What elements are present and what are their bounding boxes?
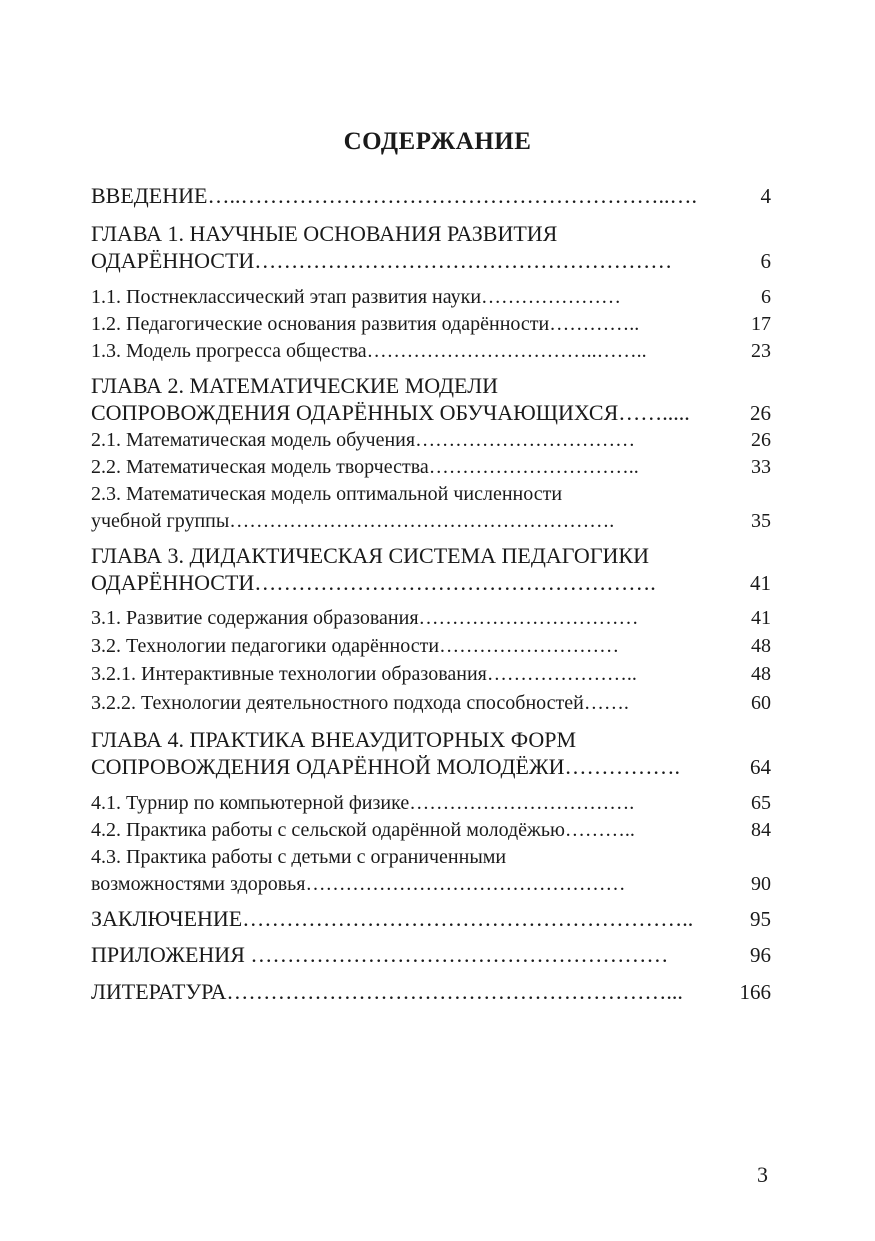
toc-entry-3-2[interactable] (91, 634, 771, 658)
toc-entry-3-2-1[interactable] (91, 662, 771, 686)
toc-entry-text: ЛИТЕРАТУРА……………………………………………………... (91, 979, 683, 1004)
toc-page-number: 26 (751, 429, 771, 451)
toc-page-number: 35 (751, 510, 771, 532)
toc-entry-text: 4.2. Практика работы с сельской одарённой молодёжью……….. (91, 819, 635, 841)
toc-entry-text: учебной группы…………………………………………………. (91, 510, 615, 532)
toc-entry-text: СОПРОВОЖДЕНИЯ ОДАРЁННОЙ МОЛОДЁЖИ……………. (91, 754, 680, 779)
toc-entry-1-1[interactable] (91, 285, 771, 309)
toc-entry-text: СОПРОВОЖДЕНИЯ ОДАРЁННЫХ ОБУЧАЮЩИХСЯ……..... (91, 400, 690, 425)
toc-entry-2-3-line-1[interactable]: 2.3. Математическая модель оптимальной численности (91, 483, 563, 505)
toc-entry-text: ПРИЛОЖЕНИЯ ………………………………………………… (91, 942, 669, 967)
toc-entry-4-1[interactable] (91, 791, 771, 815)
toc-entry-3-1[interactable] (91, 606, 771, 630)
toc-entry-2-3[interactable] (91, 509, 771, 533)
toc-page-number: 41 (751, 607, 771, 629)
toc-entry-text: 3.2. Технологии педагогики одарённости……………………… (91, 635, 620, 657)
toc-page-number: 90 (751, 873, 771, 895)
toc-entry-1-2[interactable] (91, 312, 771, 336)
toc-entry-text: ОДАРЁННОСТИ………………………………………………. (91, 570, 656, 595)
toc-page-number: 48 (751, 663, 771, 685)
toc-entry-conclusion[interactable] (91, 906, 771, 932)
toc-page-number: 6 (761, 286, 771, 308)
toc-entry-text: 2.1. Математическая модель обучения…………………………… (91, 429, 636, 451)
toc-page-number: 60 (751, 692, 771, 714)
toc-entry-chapter-2[interactable] (91, 400, 771, 426)
toc-page-number: 48 (751, 635, 771, 657)
toc-entry-text: 3.1. Развитие содержания образования…………………………… (91, 607, 639, 629)
toc-page-number: 17 (751, 313, 771, 335)
toc-entry-text: 1.2. Педагогические основания развития одарённости………….. (91, 313, 640, 335)
toc-entry-chapter-3[interactable] (91, 570, 771, 596)
toc-page-number: 65 (751, 792, 771, 814)
toc-page-number: 41 (750, 571, 771, 595)
toc-entry-text: 4.1. Турнир по компьютерной физике……………………………. (91, 792, 635, 814)
toc-entry-text: ЗАКЛЮЧЕНИЕ…………………………………………………….. (91, 906, 694, 931)
toc-page-number: 6 (760, 249, 771, 273)
page-number: 3 (757, 1162, 768, 1187)
toc-entry-text: возможностями здоровья………………………………………… (91, 873, 626, 895)
toc-page-number: 95 (750, 907, 771, 931)
toc-entry-chapter-1[interactable] (91, 248, 771, 274)
toc-entry-text: ВВЕДЕНИЕ…..…………………………………………………..…. (91, 183, 697, 208)
toc-entry-chapter-4-line-1[interactable]: ГЛАВА 4. ПРАКТИКА ВНЕАУДИТОРНЫХ ФОРМ (91, 727, 577, 752)
toc-page-number: 166 (739, 980, 771, 1004)
toc-entry-4-3[interactable] (91, 872, 771, 896)
toc-page-number: 84 (751, 819, 771, 841)
toc-entry-3-2-2[interactable] (91, 691, 771, 715)
toc-entry-chapter-1-line-1[interactable]: ГЛАВА 1. НАУЧНЫЕ ОСНОВАНИЯ РАЗВИТИЯ (91, 221, 558, 246)
toc-entry-text: 2.2. Математическая модель творчества………………………….. (91, 456, 639, 478)
toc-entry-chapter-4[interactable] (91, 754, 771, 780)
toc-entry-text: ОДАРЁННОСТИ………………………………………………… (91, 248, 673, 273)
toc-page-number: 26 (750, 401, 771, 425)
toc-entry-text: 1.3. Модель прогресса общества……………………………..…….. (91, 340, 647, 362)
toc-page-number: 33 (751, 456, 771, 478)
toc-entry-4-3-line-1[interactable]: 4.3. Практика работы с детьми с ограниченными (91, 846, 507, 868)
toc-entry-chapter-3-line-1[interactable]: ГЛАВА 3. ДИДАКТИЧЕСКАЯ СИСТЕМА ПЕДАГОГИКИ (91, 543, 649, 568)
toc-entry-4-2[interactable] (91, 818, 771, 842)
toc-entry-intro[interactable] (91, 183, 771, 209)
toc-entry-1-3[interactable] (91, 339, 771, 363)
toc-entry-chapter-2-line-1[interactable]: ГЛАВА 2. МАТЕМАТИЧЕСКИЕ МОДЕЛИ (91, 373, 499, 398)
page-title: СОДЕРЖАНИЕ (343, 128, 532, 155)
toc-entry-literature[interactable] (91, 979, 771, 1005)
toc-entry-text: 3.2.2. Технологии деятельностного подхода способностей……. (91, 692, 629, 714)
toc-entry-2-1[interactable] (91, 428, 771, 452)
toc-page-number: 4 (760, 184, 771, 208)
toc-page-number: 96 (750, 943, 771, 967)
toc-entry-text: 3.2.1. Интерактивные технологии образования………………….. (91, 663, 637, 685)
toc-entry-text: 1.1. Постнеклассический этап развития науки………………… (91, 286, 622, 308)
toc-page-number: 64 (750, 755, 771, 779)
toc-page-number: 23 (751, 340, 771, 362)
toc-entry-2-2[interactable] (91, 455, 771, 479)
toc-entry-appendix[interactable] (91, 942, 771, 968)
